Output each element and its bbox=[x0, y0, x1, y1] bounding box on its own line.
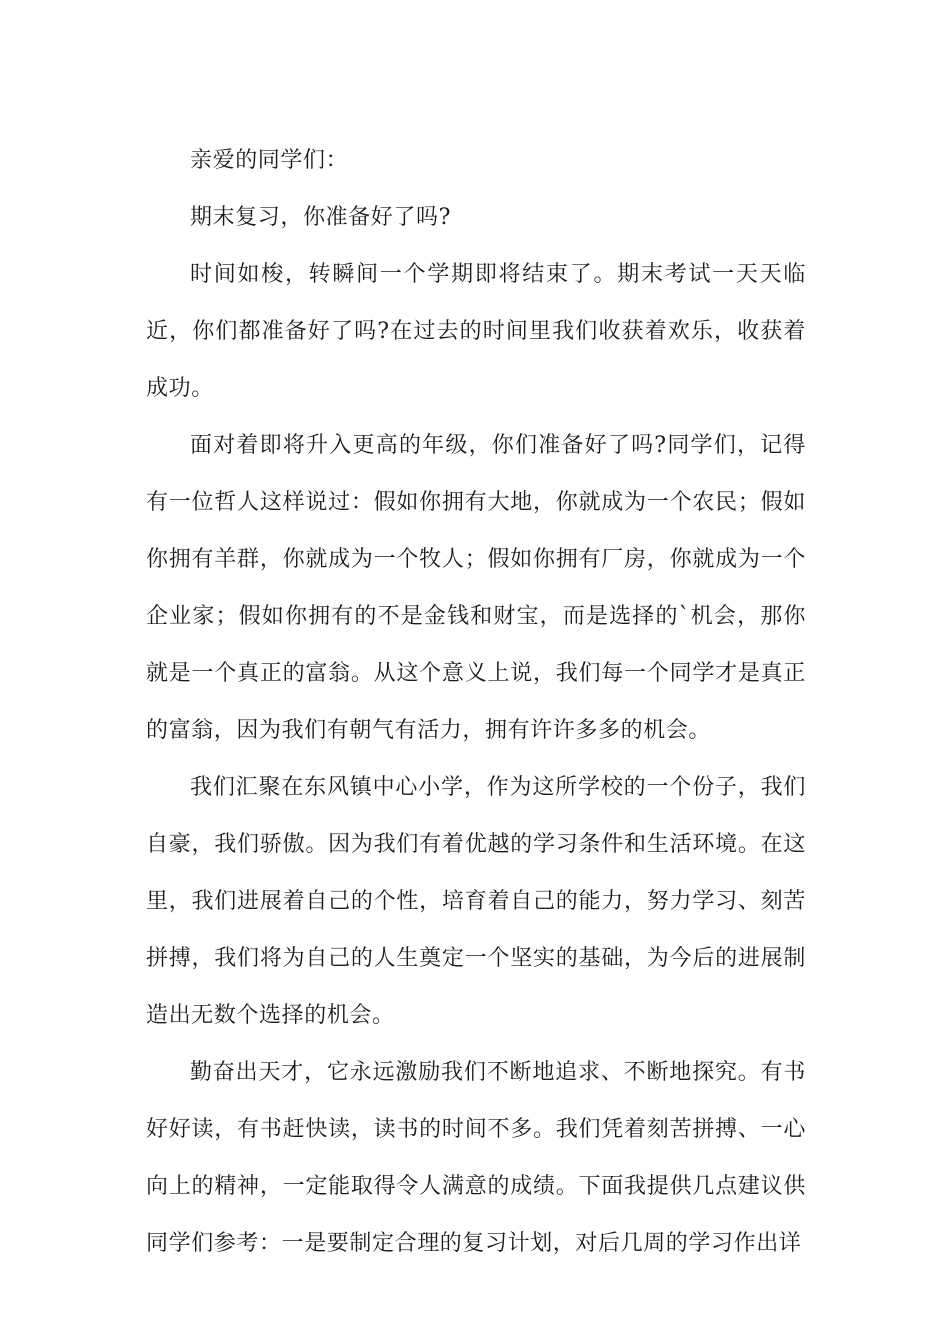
paragraph-philosopher: 面对着即将升入更高的年级，你们准备好了吗?同学们，记得有一位哲人这样说过：假如你拥有大地，你就成为一个农民；假如你拥有羊群，你就成为一个牧人；假如你拥有厂房，你就成为一个企业家；假如你拥有的不是金钱和财宝，而是选择的`机会，那你就是一个真正的富翁。从这个意义上说，我们每一个同学才是真正的富翁，因为我们有朝气有活力，拥有许许多多的机会。 bbox=[146, 433, 806, 743]
document-body bbox=[146, 132, 806, 1272]
paragraph-time: 时间如梭，转瞬间一个学期即将结束了。期末考试一天天临近，你们都准备好了吗?在过去的时间里我们收获着欢乐，收获着成功。 bbox=[146, 262, 806, 401]
paragraph-diligence: 勤奋出天才，它永远激励我们不断地追求、不断地探究。有书好好读，有书赶快读，读书的时间不多。我们凭着刻苦拼搏、一心向上的精神，一定能取得令人满意的成绩。下面我提供几点建议供同学们参考：一是要制定合理的复习计划，对后几周的学习作出详 bbox=[146, 1060, 806, 1256]
heading-question: 期末复习，你准备好了吗? bbox=[190, 205, 451, 230]
paragraph-school: 我们汇聚在东风镇中心小学，作为这所学校的一个份子，我们自豪，我们骄傲。因为我们有着优越的学习条件和生活环境。在这里，我们进展着自己的个性，培育着自己的能力，努力学习、刻苦拼搏，我们将为自己的人生奠定一个坚实的基础，为今后的进展制造出无数个选择的机会。 bbox=[146, 775, 806, 1028]
salutation: 亲爱的同学们： bbox=[190, 148, 349, 173]
